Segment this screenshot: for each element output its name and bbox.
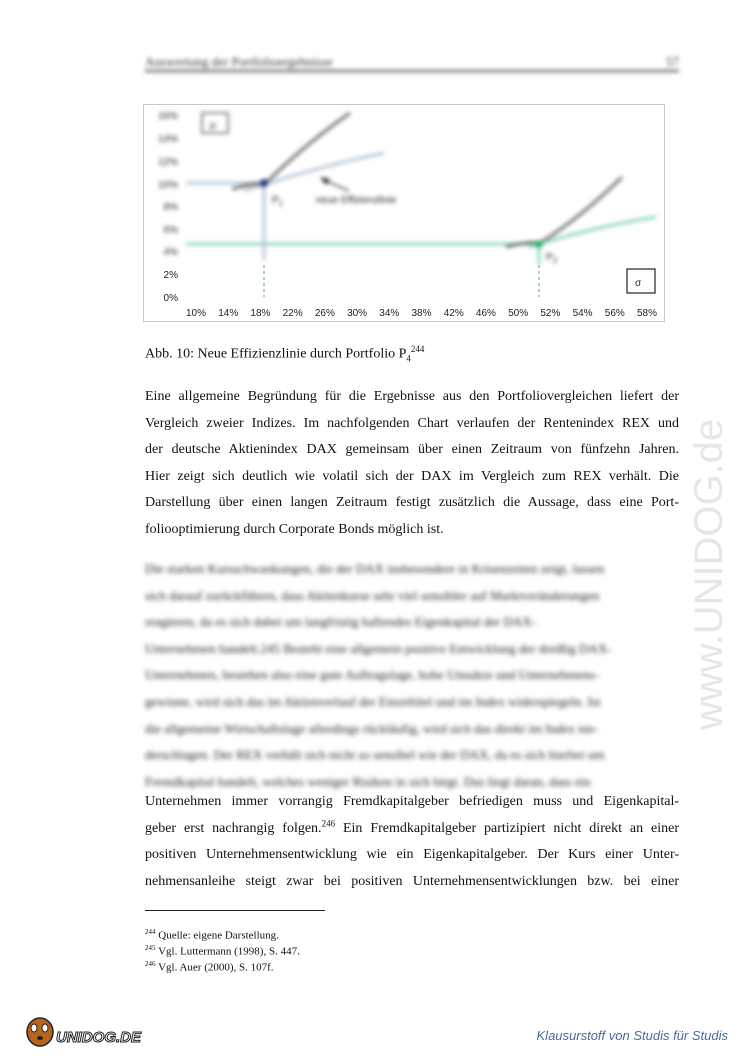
x-tick-label: 50%: [508, 308, 529, 319]
paragraph-2-visible: [145, 789, 679, 895]
footnote-item: [145, 926, 300, 942]
x-tick-label: 52%: [540, 308, 561, 319]
paragraph-1: [145, 384, 679, 543]
footnote-number: 246: [145, 960, 156, 969]
annotation-text: neue Effizienzlinie: [316, 195, 397, 206]
blurred-line: Unternehmen, bestehen also eine gute Auftragslage, hohe Umsätze und Unternehmens-: [145, 667, 599, 683]
x-tick-label: 10%: [185, 308, 207, 319]
blurred-line: die allgemeine Wirtschaftslage allerdings rückläufig, wird sich das direkt im Index nie-: [145, 720, 599, 736]
footnote-text: Vgl. Auer (2000), S. 107f.: [158, 961, 274, 974]
tagline: Klausurstoff von Studis für Studis: [536, 1028, 728, 1043]
footnote-number: 244: [145, 928, 156, 936]
figure-blurred-region: [158, 111, 656, 265]
blurred-line: reagieren, da es sich dabei um langfristig haftendes Eigenkapital der DAX-: [145, 614, 536, 630]
mu-label: µ: [210, 120, 216, 131]
paragraph-1-line: Vergleich zweier Indizes. Im nachfolgenden Chart verlaufen der Rentenindex REX und: [145, 415, 679, 431]
watermark-text: www.UNIDOG.de: [687, 418, 731, 730]
paragraph-1-line: Eine allgemeine Begründung für die Ergebnisse aus den Portfoliovergleichen liefert der: [145, 389, 679, 404]
footnote-ref-246: 246: [321, 817, 336, 828]
page-header: [145, 52, 679, 72]
paragraph-1-line: Darstellung über einen langen Zeitraum festigt zusätzlich die Aussage, dass eine Port-: [145, 495, 679, 510]
y-tick-label: 0%: [163, 293, 178, 304]
footnote-item: [145, 958, 300, 974]
footnote-rule: [145, 910, 325, 911]
y-tick-label: 2%: [163, 270, 178, 281]
y-tick-label: 6%: [163, 225, 178, 236]
blurred-line: Fremdkapital handelt, welches weniger Risiken in sich birgt. Das liegt daran, dass ein: [145, 773, 591, 789]
footnote-text: Vgl. Luttermann (1998), S. 447.: [158, 945, 300, 958]
y-tick-label: 12%: [157, 157, 178, 168]
blurred-line: sich darauf zurückführen, dass Aktienkurse sehr viel sensibler auf Marktveränderungen: [145, 587, 600, 603]
x-tick-label: 22%: [282, 308, 303, 319]
footnote-number: 245: [145, 944, 156, 953]
x-tick-label: 54%: [572, 308, 593, 319]
caption-sub: 4: [406, 353, 411, 364]
line2-post: Ein Fremdkapitalgeber partizipiert nicht direkt an einer: [335, 820, 679, 836]
blurred-line: Unternehmen handelt.245 Besteht eine allgemein positive Entwicklung der dreißig DAX-: [145, 640, 612, 656]
efficiency-figure: [143, 104, 665, 322]
footnotes: [145, 926, 300, 974]
y-tick-label: 4%: [163, 247, 178, 258]
paragraph-2-line: positiven Unternehmensentwicklung wie ein Eigenkapitalgeber. Der Kurs einer Unter-: [145, 847, 679, 862]
x-tick-label: 42%: [443, 308, 464, 319]
blurred-line: gewinne, wird sich das im Aktienverlauf der Einzeltitel und im Index widerspiegeln. Ist: [145, 693, 601, 709]
watermark: [680, 250, 740, 750]
x-tick-label: 34%: [379, 308, 400, 319]
blurred-line: derschlagen. Der REX verhält sich nicht so sensibel wie der DAX, da es sich hierbei um: [145, 747, 605, 763]
page-number: 57: [666, 54, 679, 69]
header-rule: [145, 70, 679, 72]
p1-label: $P_1$: [272, 195, 284, 208]
y-tick-label: 10%: [157, 180, 178, 191]
y-tick-label: 14%: [157, 134, 178, 145]
p2-label: $P_2$: [546, 252, 558, 265]
figure-svg: [144, 105, 664, 321]
dog-icon: [27, 1018, 53, 1046]
y-tick-label: 8%: [163, 202, 178, 213]
paragraph-2-line: nehmensanleihe steigt zwar bei positiven Unternehmensentwicklungen bzw. bei einer: [145, 873, 679, 889]
caption-text: Abb. 10: Neue Effizienzlinie durch Portfolio P: [145, 346, 407, 362]
line2-pre: geber erst nachrangig folgen.: [145, 820, 322, 836]
annotation-arrowhead: [320, 177, 330, 185]
new-efficiency-line-2: [529, 217, 656, 247]
caption-footnote-ref: 244: [410, 344, 425, 354]
unidog-logo: [24, 1010, 154, 1050]
y-tick-label: 16%: [157, 111, 178, 122]
point-p2: [535, 240, 543, 248]
x-tick-label: 46%: [475, 308, 496, 319]
x-tick-label: 26%: [314, 308, 335, 319]
paragraph-1-line: Hier zeigt sich deutlich wie volatil sich der DAX im Vergleich zum REX verhält. Die: [145, 468, 679, 484]
x-tick-label: 18%: [250, 308, 271, 319]
point-p1: [260, 179, 268, 187]
paragraph-2-blurred: [145, 556, 679, 795]
sigma-label: σ: [635, 278, 642, 289]
logo-text: UNIDOG.DE: [56, 1029, 142, 1046]
header-title: Auswertung der Portfolioergebnisse: [145, 54, 333, 69]
x-tick-label: 56%: [604, 308, 625, 319]
paragraph-1-line: foliooptimierung durch Corporate Bonds möglich ist.: [145, 521, 444, 537]
x-tick-label: 14%: [218, 308, 239, 319]
footnote-text: Quelle: eigene Darstellung.: [158, 929, 279, 942]
figure-caption: [145, 344, 424, 363]
paragraph-1-line: der deutsche Aktienindex DAX gemeinsam über einen Zeitraum von fünfzehn Jahren.: [145, 442, 679, 457]
paragraph-2-line-with-ref: [145, 816, 679, 843]
figure-sharp-region: [164, 265, 658, 319]
paragraph-2-line: Unternehmen immer vorrangig Fremdkapitalgeber befriedigen muss und Eigenkapital-: [145, 794, 679, 809]
x-tick-label: 58%: [636, 308, 658, 319]
blurred-line: Die starken Kursschwankungen, die der DAX insbesondere in Krisenzeiten zeigt, lassen: [145, 561, 605, 576]
footnote-item: [145, 942, 300, 958]
x-tick-label: 38%: [411, 308, 432, 319]
x-tick-label: 30%: [347, 308, 368, 319]
